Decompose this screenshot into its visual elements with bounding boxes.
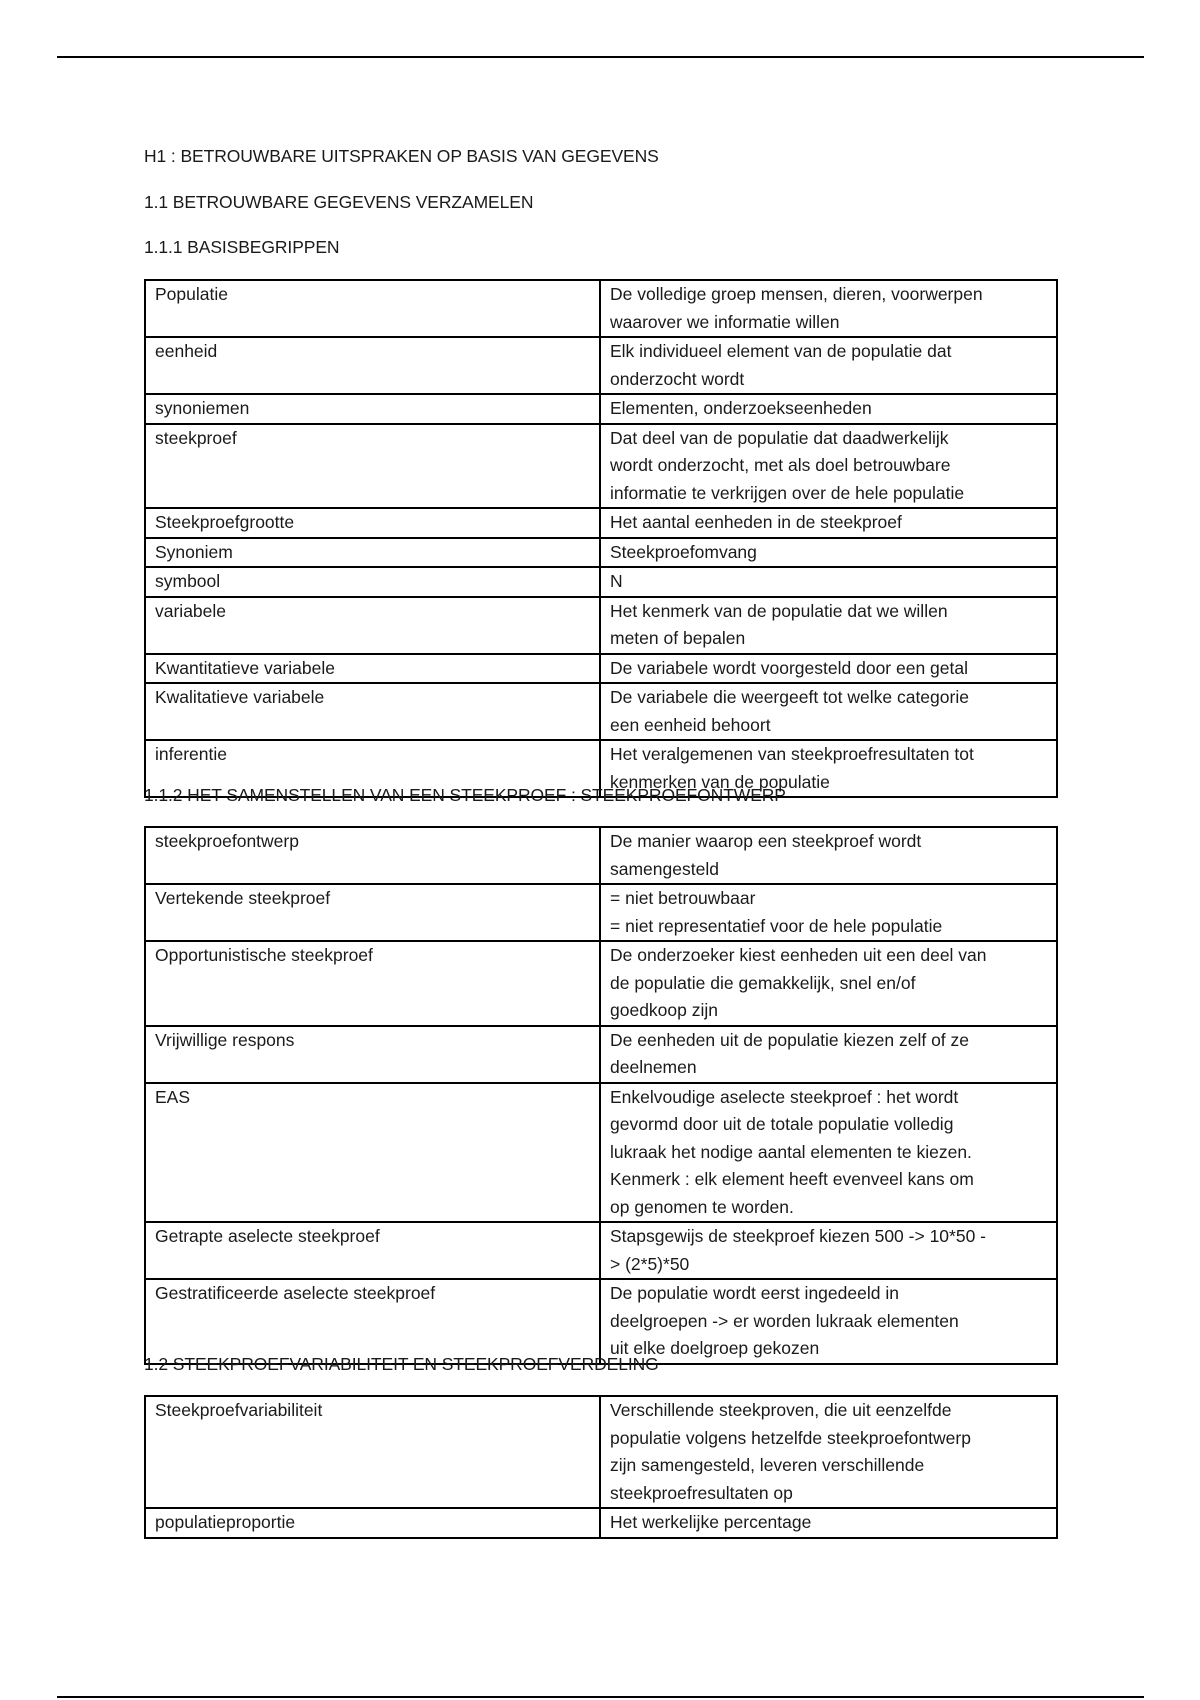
definition-line: Verschillende steekproven, die uit eenzelfde [610, 1400, 952, 1420]
definition-line: wordt onderzocht, met als doel betrouwbare [610, 455, 951, 475]
term-cell: populatieproportie [145, 1508, 600, 1538]
term-cell: synoniemen [145, 394, 600, 424]
definition-line: = niet betrouwbaar [610, 888, 756, 908]
definition-line: Kenmerk : elk element heeft evenveel kans om [610, 1169, 974, 1189]
definition-cell [600, 827, 1057, 884]
definition-line: de populatie die gemakkelijk, snel en/of [610, 972, 916, 993]
definition-cell [600, 1026, 1057, 1083]
header-rule [57, 56, 1144, 58]
term-cell: Populatie [145, 280, 600, 337]
term-cell: Kwalitatieve variabele [145, 683, 600, 740]
definition-cell [600, 337, 1057, 394]
table-row [145, 1083, 1057, 1223]
term-cell: variabele [145, 597, 600, 654]
table-row [145, 394, 1057, 424]
definition-line: deelgroepen -> er worden lukraak elementen [610, 1310, 959, 1331]
definition-cell [600, 424, 1057, 509]
definition-line: kenmerken van de populatie [610, 771, 830, 792]
definition-line: Het aantal eenheden in de steekproef [610, 512, 902, 532]
definition-line: uit elke doelgroep gekozen [610, 1338, 820, 1358]
definition-line: De manier waarop een steekproef wordt [610, 831, 922, 851]
definition-line: Dat deel van de populatie dat daadwerkelijk [610, 427, 949, 448]
definition-cell [600, 1508, 1057, 1538]
definition-cell [600, 941, 1057, 1026]
term-cell: Synoniem [145, 538, 600, 568]
term-cell: Getrapte aselecte steekproef [145, 1222, 600, 1279]
footer-rule [57, 1696, 1144, 1698]
definition-line: op genomen te worden. [610, 1196, 794, 1217]
term-cell: steekproef [145, 424, 600, 509]
definition-line: steekproefresultaten op [610, 1482, 793, 1503]
table-row [145, 337, 1057, 394]
definition-line: De eenheden uit de populatie kiezen zelf of ze [610, 1029, 970, 1050]
definition-cell [600, 280, 1057, 337]
term-cell: Steekproefvariabiliteit [145, 1396, 600, 1508]
table-row [145, 1026, 1057, 1083]
definition-line: informatie te verkrijgen over de hele populatie [610, 482, 965, 503]
term-cell: steekproefontwerp [145, 827, 600, 884]
term-cell: Vrijwillige respons [145, 1026, 600, 1083]
term-cell: Vertekende steekproef [145, 884, 600, 941]
definition-cell [600, 654, 1057, 684]
table-row [145, 884, 1057, 941]
definition-line: De variabele wordt voorgesteld door een getal [610, 657, 968, 678]
definition-cell [600, 597, 1057, 654]
term-cell: symbool [145, 567, 600, 597]
chapter-title: H1 : BETROUWBARE UITSPRAKEN OP BASIS VAN GEGEVENS [144, 146, 659, 166]
definition-cell [600, 1279, 1057, 1364]
definition-line: Elementen, onderzoekseenheden [610, 398, 872, 418]
definition-cell [600, 884, 1057, 941]
section-heading-1-1-2: 1.1.2 HET SAMENSTELLEN VAN EEN STEEKPROEF : STEEKPROEFONTWERP [144, 785, 786, 805]
term-cell: EAS [145, 1083, 600, 1223]
definition-line: N [610, 571, 623, 591]
definition-cell [600, 508, 1057, 538]
definition-line: De onderzoeker kiest eenheden uit een deel van [610, 945, 987, 965]
definitions-table-steekproefvariabiliteit [144, 1395, 1058, 1539]
definition-cell [600, 394, 1057, 424]
definition-cell [600, 1083, 1057, 1223]
definition-line: deelnemen [610, 1057, 697, 1077]
table-row [145, 827, 1057, 884]
definition-line: Het veralgemenen van steekproefresultaten tot [610, 744, 974, 764]
definition-line: onderzocht wordt [610, 368, 745, 389]
definition-line: = niet representatief voor de hele populatie [610, 915, 943, 936]
table-row [145, 597, 1057, 654]
definition-line: De volledige groep mensen, dieren, voorwerpen [610, 284, 983, 304]
definition-line: meten of bepalen [610, 628, 746, 648]
definition-line: Stapsgewijs de steekproef kiezen 500 -> 10*50 - [610, 1226, 986, 1246]
definition-line: De populatie wordt eerst ingedeeld in [610, 1283, 899, 1303]
definition-line: Het kenmerk van de populatie dat we willen [610, 600, 948, 621]
term-cell: Kwantitatieve variabele [145, 654, 600, 684]
definition-line: Het werkelijke percentage [610, 1512, 812, 1532]
table-row [145, 1396, 1057, 1508]
table-row [145, 508, 1057, 538]
section-heading-1-1: 1.1 BETROUWBARE GEGEVENS VERZAMELEN [144, 192, 534, 212]
section-heading-1-2: 1.2 STEEKPROEFVARIABILITEIT EN STEEKPROEFVERDELING [144, 1354, 659, 1374]
table-row [145, 424, 1057, 509]
definition-cell [600, 1222, 1057, 1279]
term-cell: Opportunistische steekproef [145, 941, 600, 1026]
definition-line: > (2*5)*50 [610, 1253, 690, 1274]
definition-line: Elk individueel element van de populatie dat [610, 341, 952, 361]
term-cell: Steekproefgrootte [145, 508, 600, 538]
definition-line: Steekproefomvang [610, 541, 757, 562]
table-row [145, 683, 1057, 740]
definitions-table-steekproefontwerp [144, 826, 1058, 1365]
table-row [145, 654, 1057, 684]
table-row [145, 1222, 1057, 1279]
term-cell: Gestratificeerde aselecte steekproef [145, 1279, 600, 1364]
term-cell: inferentie [145, 740, 600, 797]
table-row [145, 941, 1057, 1026]
table-row [145, 538, 1057, 568]
definition-line: goedkoop zijn [610, 1000, 718, 1020]
definition-line: waarover we informatie willen [610, 311, 840, 332]
definition-line: samengesteld [610, 858, 719, 879]
definition-line: Enkelvoudige aselecte steekproef : het wordt [610, 1086, 959, 1107]
definition-line: De variabele die weergeeft tot welke categorie [610, 687, 969, 707]
table-row [145, 280, 1057, 337]
definition-line: lukraak het nodige aantal elementen te kiezen. [610, 1141, 972, 1162]
definition-line: gevormd door uit de totale populatie volledig [610, 1114, 954, 1134]
definition-line: een eenheid behoort [610, 714, 771, 735]
table-row [145, 1508, 1057, 1538]
section-heading-1-1-1: 1.1.1 BASISBEGRIPPEN [144, 237, 340, 257]
definition-cell [600, 567, 1057, 597]
definitions-table-basisbegrippen [144, 279, 1058, 798]
term-cell: eenheid [145, 337, 600, 394]
definition-line: zijn samengesteld, leveren verschillende [610, 1455, 925, 1475]
definition-cell [600, 538, 1057, 568]
definition-cell [600, 683, 1057, 740]
definition-line: populatie volgens hetzelfde steekproefontwerp [610, 1427, 971, 1448]
table-row [145, 1279, 1057, 1364]
table-row [145, 567, 1057, 597]
definition-cell [600, 1396, 1057, 1508]
